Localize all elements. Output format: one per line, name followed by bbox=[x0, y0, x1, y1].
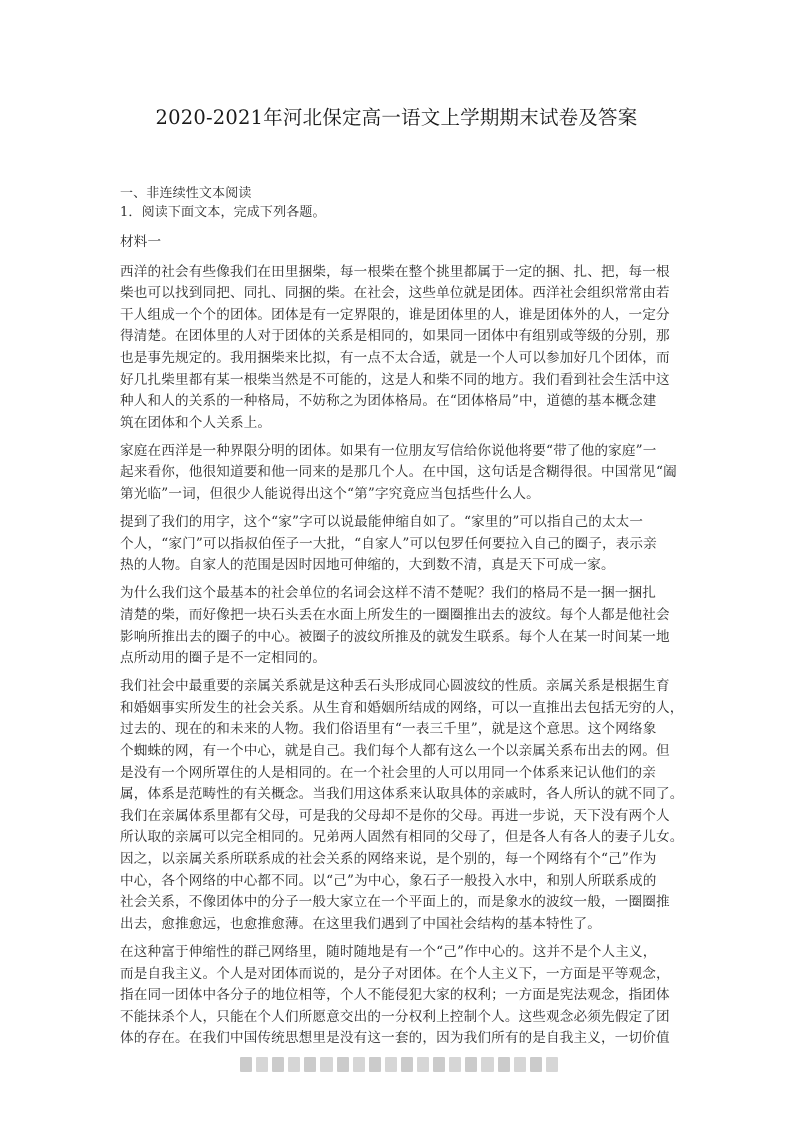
text-line: 得清楚。在团体里的人对于团体的关系是相同的，如果同一团体中有组别或等级的分别，那 bbox=[120, 328, 670, 345]
text-line: 西洋的社会有些像我们在田里捆柴，每一根柴在整个挑里都属于一定的捆、扎、把，每一根 bbox=[120, 263, 670, 280]
text-line: 第光临”一词，但很少人能说得出这个“第”字究竟应当包括些什么人。 bbox=[120, 486, 540, 503]
text-line: 影响所推出去的圈子的中心。被圈子的波纹所推及的就发生联系。每个人在某一时间某一地 bbox=[120, 628, 670, 645]
document-title: 2020-2021年河北保定高一语文上学期期末试卷及答案 bbox=[155, 106, 638, 129]
blurred-footer-watermark bbox=[240, 1057, 558, 1072]
text-line: 所认取的亲属可以完全相同的。兄弟两人固然有相同的父母了，但是各人有各人的妻子儿女。 bbox=[120, 829, 684, 846]
question-instruction: 1．阅读下面文本，完成下列各题。 bbox=[120, 205, 326, 220]
text-line: 出去，愈推愈远，也愈推愈薄。在这里我们遇到了中国社会结构的基本特性了。 bbox=[120, 915, 602, 932]
text-line: 为什么我们这个最基本的社会单位的名词会这样不清不楚呢？我们的格局不是一捆一捆扎 bbox=[120, 585, 657, 602]
text-line: 点所动用的圈子是不一定相同的。 bbox=[120, 650, 327, 667]
text-line: 筑在团体和个人关系上。 bbox=[120, 414, 272, 431]
text-line: 而是自我主义。个人是对团体而说的，是分子对团体。在个人主义下，一方面是平等观念， bbox=[120, 965, 670, 982]
section-heading: 一、非连续性文本阅读 bbox=[120, 186, 252, 201]
paragraph bbox=[120, 441, 676, 506]
text-line: 清楚的柴，而好像把一块石头丢在水面上所发生的一圈圈推出去的波纹。每个人都是他社会 bbox=[120, 607, 670, 623]
paragraph bbox=[120, 676, 684, 935]
text-line: 中心，各个网络的中心都不同。以“己”为中心，象石子一般投入水中，和别人所联系成的 bbox=[120, 872, 657, 889]
text-line: 起来看你，他很知道要和他一同来的是那几个人。在中国，这句话是含糊得很。中国常见“阖 bbox=[120, 464, 677, 481]
text-line: 在这种富于伸缩性的群己网络里，随时随地是有一个“己”作中心的。这并不是个人主义， bbox=[120, 943, 657, 960]
text-line: 因之，以亲属关系所联系成的社会关系的网络来说，是个别的，每一个网络有个“己”作为 bbox=[120, 851, 657, 868]
text-line: 柴也可以找到同把、同扎、同捆的柴。在社会，这些单位就是团体。西洋社会组织常常由若 bbox=[120, 285, 670, 302]
text-line: 我们在亲属体系里都有父母，可是我的父母却不是你的父母。再进一步说，天下没有两个人 bbox=[120, 807, 670, 824]
text-line: 和婚姻事实所发生的社会关系。从生育和婚姻所结成的网络，可以一直推出去包括无穷的人， bbox=[120, 699, 684, 716]
text-line: 社会关系，不像团体中的分子一般大家立在一个平面上的，而是象水的波纹一般，一圈圈推 bbox=[120, 894, 670, 911]
text-line: 提到了我们的用字，这个“家”字可以说最能伸缩自如了。“家里的”可以指自己的太太一 bbox=[120, 514, 644, 531]
text-line: 也是事先规定的。我用捆柴来比拟，有一点不太合适，就是一个人可以参加好几个团体，而 bbox=[120, 349, 670, 366]
paragraph bbox=[120, 262, 676, 435]
text-line: 种人和人的关系的一种格局，不妨称之为团体格局。在“团体格局”中，道德的基本概念建 bbox=[120, 393, 657, 410]
text-line: 好几扎柴里都有某一根柴当然是不可能的，这是人和柴不同的地方。我们看到社会生活中这 bbox=[120, 371, 670, 388]
text-line: 过去的、现在的和未来的人物。我们俗语里有“一表三千里”，就是这个意思。这个网络象 bbox=[120, 721, 657, 738]
paragraphs-container bbox=[120, 262, 684, 1050]
text-line: 个蜘蛛的网，有一个中心，就是自己。我们每个人都有这么一个以亲属关系布出去的网。但 bbox=[120, 743, 670, 760]
text-line: 不能抹杀个人，只能在个人们所愿意交出的一分权利上控制个人。这些观念必须先假定了团 bbox=[120, 1008, 670, 1025]
document-body bbox=[120, 184, 684, 1056]
paragraph bbox=[120, 942, 676, 1050]
paragraph bbox=[120, 583, 676, 669]
text-line: 我们社会中最重要的亲属关系就是这种丢石头形成同心圆波纹的性质。亲属关系是根据生育 bbox=[120, 678, 670, 695]
text-line: 属，体系是范畴性的有关概念。当我们用这体系来认取具体的亲戚时，各人所认的就不同了。 bbox=[120, 786, 684, 803]
text-line: 指在同一团体中各分子的地位相等，个人不能侵犯大家的权利；一方面是宪法观念，指团体 bbox=[120, 987, 670, 1004]
material-label: 材料一 bbox=[120, 234, 162, 250]
text-line: 干人组成一个个的团体。团体是有一定界限的，谁是团体里的人，谁是团体外的人，一定分 bbox=[120, 306, 670, 323]
text-line: 体的存在。在我们中国传统思想里是没有这一套的，因为我们所有的是自我主义，一切价值 bbox=[120, 1030, 670, 1047]
text-line: 是没有一个网所罩住的人是相同的。在一个社会里的人可以用同一个体系来记认他们的亲 bbox=[120, 764, 657, 781]
text-line: 热的人物。自家人的范围是因时因地可伸缩的，大到数不清，真是天下可成一家。 bbox=[120, 557, 615, 574]
text-line: 个人，“家门”可以指叔伯侄子一大批，“自家人”可以包罗任何要拉入自己的圈子，表示亲 bbox=[120, 535, 657, 552]
paragraph bbox=[120, 512, 676, 577]
text-line: 家庭在西洋是一种界限分明的团体。如果有一位朋友写信给你说他将要“带了他的家庭”一 bbox=[120, 442, 657, 459]
